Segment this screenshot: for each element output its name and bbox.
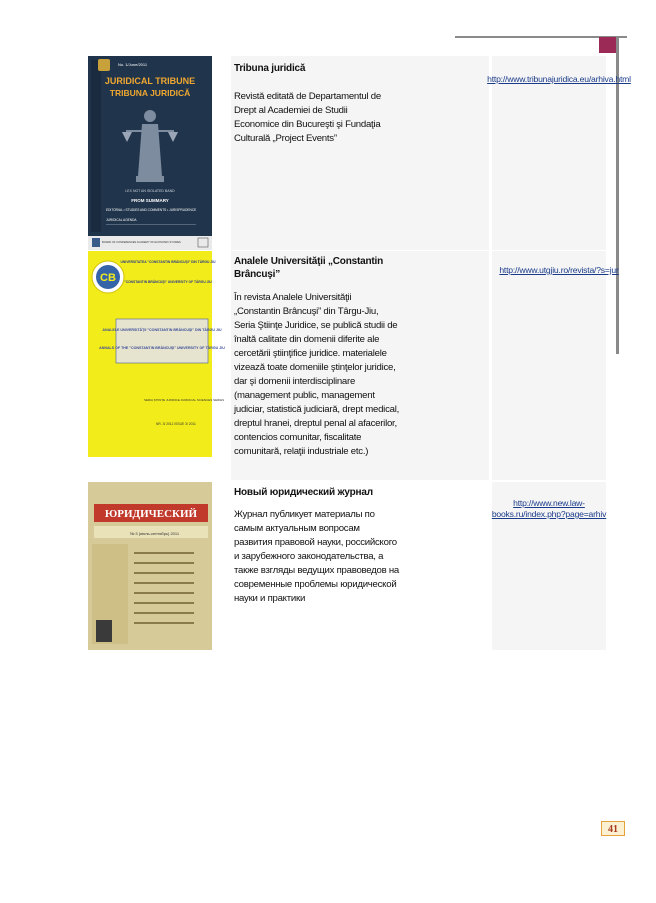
page-number: 41 (601, 821, 625, 836)
journal-description-cell (231, 56, 489, 250)
journal-cover-image (88, 56, 212, 250)
journal-link[interactable]: http://www.utgjiu.ro/revista/?s=jur (499, 265, 619, 275)
journal-description: Журнал публикует материалы по самым актуальным вопросам развития правовой науки, российского и зарубежного законодательства, а также взгляды ведущих правоведов на современные проблемы юридической науки и практики (234, 509, 399, 604)
cover-series: SERIA ŞTIINŢE JURIDICE JURIDICAL SCIENCES SERIES (144, 398, 225, 402)
journal-cover-image (88, 482, 212, 650)
cover-issue: NR. 3/ 2011 ISSUE 3/ 2011 (156, 422, 196, 426)
cover-issue: № 3 (июль-сентябрь) 2011 (130, 531, 180, 536)
journal-link-cell (487, 56, 631, 250)
cover-title-en: JURIDICAL TRIBUNE (104, 76, 196, 86)
journal-description: În revista Analele Universităţii „Constantin Brâncuşi” din Târgu-Jiu, Seria Ştiinţe Juridice, se publică studii de înaltă calitate din domenii diferite ale cercetării ştiinţifice juridice. materialele vizează toate domeniile ştinţelor juridice, dar şi domenii interdisciplinare (management public, management judiciar, statistică judiciară, drept medical, dreptul hranei, dreptul penal al afacerilor, contencios comunitar, fiscalitate comunitară, relaţii industriale etc.) (234, 292, 399, 457)
cover-issue: No. 1/June/2011 (118, 62, 148, 67)
journal-title: Analele Universităţii „Constantin Brâncuşi” (234, 256, 383, 280)
journal-title: Tribuna juridică (234, 63, 306, 74)
journal-row (88, 482, 606, 650)
cover-title-en: ANNALS OF THE "CONSTANTIN BRÂNCUŞI" UNIVERSITY OF TÂRGU JIU (99, 346, 225, 350)
cover-top1: UNIVERSITATEA "CONSTANTIN BRÂNCUŞI" DIN TÂRGU JIU (120, 260, 216, 264)
journal-cover-image (88, 251, 225, 457)
decoration-square (599, 37, 616, 53)
journal-description-cell (231, 482, 489, 650)
cover-masthead: ЮРИДИЧЕСКИЙ (104, 508, 198, 520)
journal-row (88, 251, 619, 480)
cover-top2: "CONSTANTIN BRÂNCUŞI" UNIVERSITY OF TÂRGU JIU (124, 280, 212, 284)
journal-link-cell (492, 251, 619, 480)
journal-link[interactable]: http://www.new.law-books.ru/index.php?page=arhiv (491, 498, 607, 519)
journal-description-cell (231, 251, 489, 480)
journal-link[interactable]: http://www.tribunajuridica.eu/arhiva.html (487, 74, 631, 84)
journal-title: Новый юридический журнал (234, 487, 373, 498)
journal-row (88, 56, 631, 250)
cover-summary-extra: JURIDICAL AGENDA (106, 218, 137, 222)
cover-title-ro: TRIBUNA JURIDICĂ (109, 88, 191, 98)
cover-motto: LEX NOT AN ISOLATED BAND (125, 189, 175, 193)
cover-title-ro: ANALELE UNIVERSITĂŢII "CONSTANTIN BRÂNCUŞI" DIN TÂRGU JIU (102, 328, 222, 332)
cover-summary-heading: FROM SUMMARY (131, 198, 169, 203)
cover-footer: BOARD OF CONFERENCES ACADEMY OF ECONOMIC STUDIES (102, 241, 181, 244)
journal-link-cell (492, 482, 606, 650)
cover-summary-items: EDITORIAL • STUDIES AND COMMENTS • JURISPRUDENCE (106, 208, 197, 212)
cover-logo: CB (100, 272, 116, 284)
journal-description: Revistă editată de Departamentul de Drept al Academiei de Studii Economice din Bucureşti şi Fundaţia Culturală „Project Events” (234, 91, 381, 144)
